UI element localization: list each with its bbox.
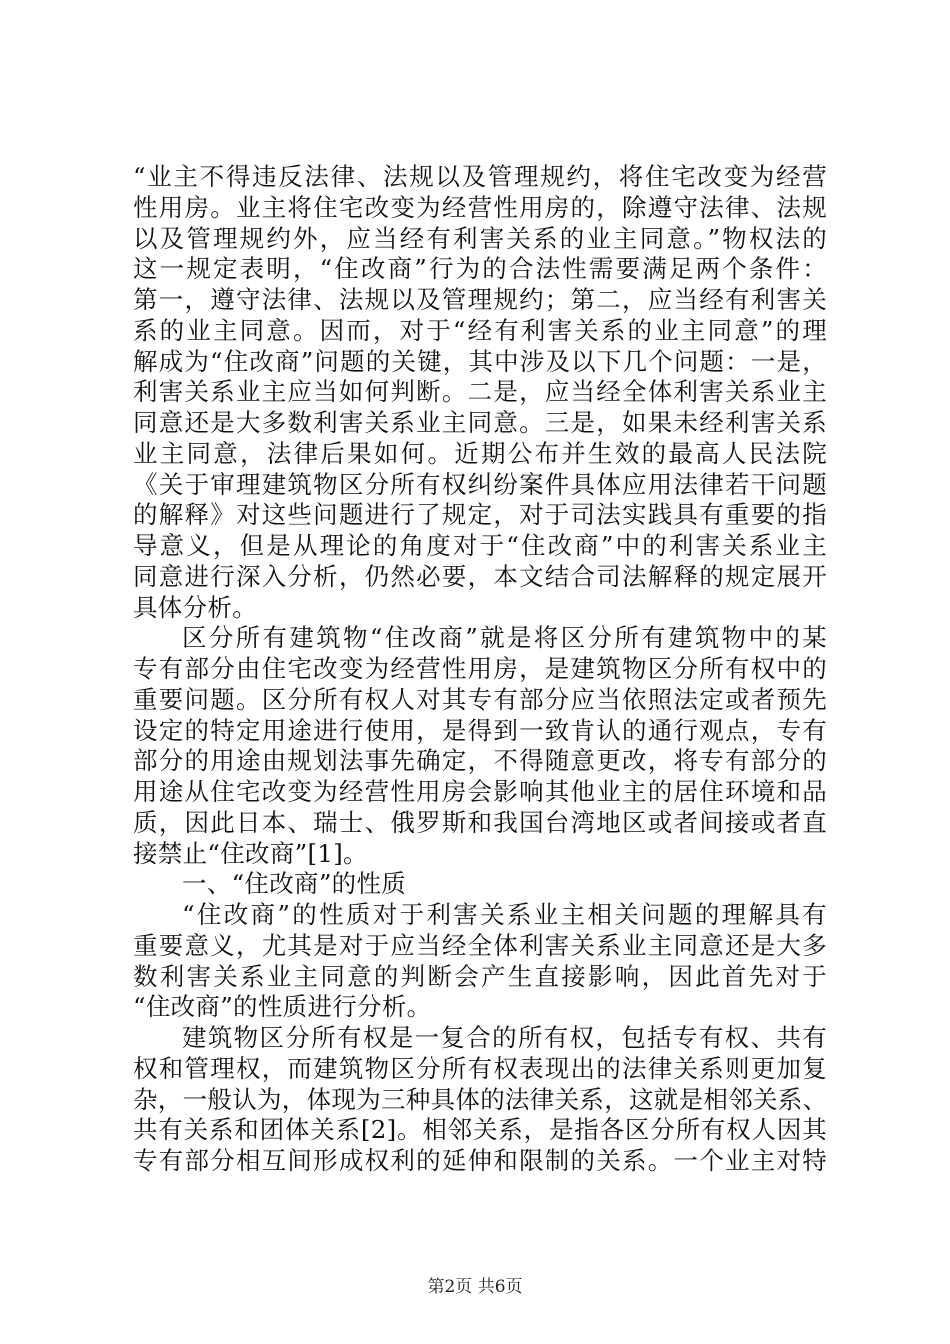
text-line: 同意进行深入分析，仍然必要，本文结合司法解释的规定展开 bbox=[133, 561, 827, 591]
text-line: 解成为“住改商”问题的关键，其中涉及以下几个问题：一是， bbox=[133, 346, 827, 376]
text-line: 共有关系和团体关系[2]。相邻关系，是指各区分所有权人因其 bbox=[133, 1115, 827, 1145]
page-footer bbox=[0, 1272, 950, 1297]
text-line: 区分所有建筑物“住改商”就是将区分所有建筑物中的某 bbox=[182, 623, 827, 653]
text-line: 利害关系业主应当如何判断。二是，应当经全体利害关系业主 bbox=[133, 377, 827, 407]
text-line: 质，因此日本、瑞士、俄罗斯和我国台湾地区或者间接或者直 bbox=[133, 807, 827, 837]
text-line: 的解释》对这些问题进行了规定，对于司法实践具有重要的指 bbox=[133, 500, 827, 530]
text-line: 数利害关系业主同意的判断会产生直接影响，因此首先对于 bbox=[133, 961, 827, 991]
text-line: “业主不得违反法律、法规以及管理规约，将住宅改变为经营 bbox=[133, 162, 827, 191]
text-line: 第一，遵守法律、法规以及管理规约；第二，应当经有利害关 bbox=[133, 285, 827, 314]
text-line: 系的业主同意。因而，对于“经有利害关系的业主同意”的理 bbox=[133, 315, 827, 345]
text-line: 同意还是大多数利害关系业主同意。三是，如果未经利害关系 bbox=[133, 408, 827, 437]
text-line: 专有部分由住宅改变为经营性用房，是建筑物区分所有权中的 bbox=[133, 654, 827, 683]
text-line: 用途从住宅改变为经营性用房会影响其他业主的居住环境和品 bbox=[133, 777, 827, 806]
body-text bbox=[133, 162, 827, 1177]
text-line: 部分的用途由规划法事先确定，不得随意更改，将专有部分的 bbox=[133, 746, 827, 776]
text-line: 设定的特定用途进行使用，是得到一致肯认的通行观点，专有 bbox=[133, 715, 827, 745]
text-line: 建筑物区分所有权是一复合的所有权，包括专有权、共有 bbox=[182, 1023, 827, 1052]
text-line: “住改商”的性质进行分析。 bbox=[133, 992, 432, 1022]
text-line: 《关于审理建筑物区分所有权纠纷案件具体应用法律若干问题 bbox=[133, 469, 827, 499]
text-line: 业主同意，法律后果如何。近期公布并生效的最高人民法院 bbox=[133, 438, 827, 468]
text-line: 杂，一般认为，体现为三种具体的法律关系，这就是相邻关系、 bbox=[133, 1084, 828, 1114]
text-line: 接禁止“住改商”[1]。 bbox=[133, 838, 368, 868]
text-line: “住改商”的性质对于利害关系业主相关问题的理解具有 bbox=[182, 900, 827, 929]
text-line: 这一规定表明，“住改商”行为的合法性需要满足两个条件： bbox=[133, 254, 827, 284]
text-line: 以及管理规约外，应当经有利害关系的业主同意。”物权法的 bbox=[133, 223, 827, 253]
text-line: 性用房。业主将住宅改变为经营性用房的，除遵守法律、法规 bbox=[133, 192, 827, 222]
text-line: 重要意义，尤其是对于应当经全体利害关系业主同意还是大多 bbox=[133, 930, 827, 960]
text-line: 权和管理权，而建筑物区分所有权表现出的法律关系则更加复 bbox=[133, 1053, 827, 1083]
text-line: 重要问题。区分所有权人对其专有部分应当依照法定或者预先 bbox=[133, 684, 827, 714]
text-line: 专有部分相互间形成权利的延伸和限制的关系。一个业主对特 bbox=[133, 1146, 827, 1175]
text-line: 具体分析。 bbox=[133, 592, 257, 622]
section-heading: 一、“住改商”的性质 bbox=[182, 869, 407, 899]
page-number: 第2页 共6页 bbox=[427, 1277, 523, 1297]
text-line: 导意义，但是从理论的角度对于“住改商”中的利害关系业主 bbox=[133, 531, 827, 560]
